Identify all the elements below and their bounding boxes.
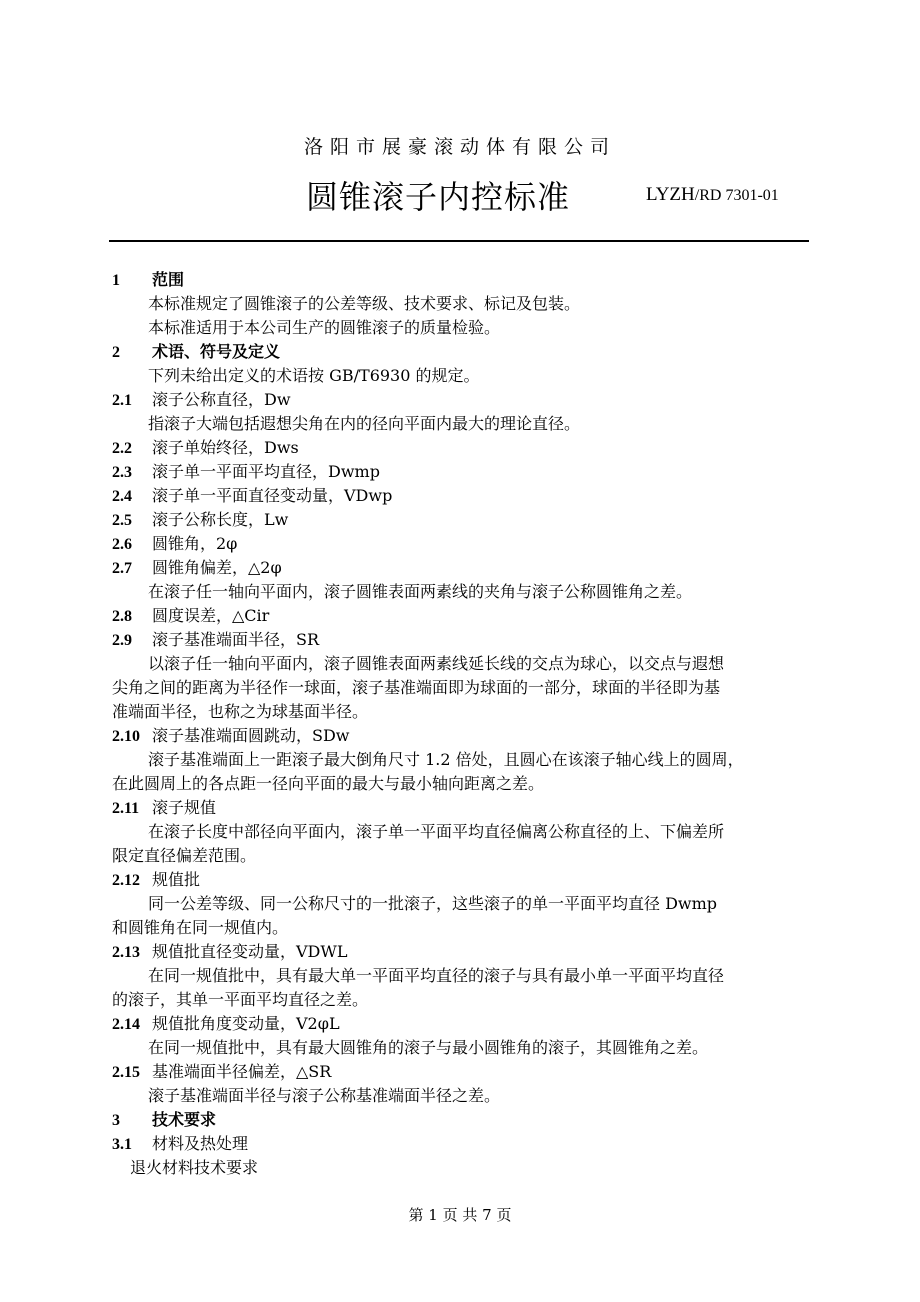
heading-text: 滚子单始终径，Dws bbox=[152, 438, 299, 457]
document-code-main: LYZH bbox=[646, 184, 695, 205]
document-code-suffix: /RD 7301-01 bbox=[694, 187, 779, 204]
heading-number: 3 bbox=[112, 1112, 120, 1129]
subsection-heading bbox=[112, 460, 812, 484]
subsection-heading bbox=[112, 532, 812, 556]
section-heading bbox=[112, 1108, 812, 1132]
subsection-heading bbox=[112, 1012, 812, 1036]
heading-text: 规值批直径变动量，VDWL bbox=[152, 942, 348, 961]
heading-text: 滚子单一平面直径变动量，VDwp bbox=[152, 486, 393, 505]
title-row bbox=[0, 172, 920, 218]
paragraph-line: 在滚子任一轴向平面内，滚子圆锥表面两素线的夹角与滚子公称圆锥角之差。 bbox=[148, 582, 693, 601]
paragraph-line: 的滚子，其单一平面平均直径之差。 bbox=[112, 990, 369, 1009]
paragraph-line: 滚子基准端面半径与滚子公称基准端面半径之差。 bbox=[148, 1086, 501, 1105]
document-code bbox=[646, 184, 779, 206]
paragraph-line: 下列未给出定义的术语按 GB/T6930 的规定。 bbox=[148, 366, 480, 385]
paragraph-line: 在此圆周上的各点距一径向平面的最大与最小轴向距离之差。 bbox=[112, 774, 545, 793]
paragraph-line: 滚子基准端面上一距滚子最大倒角尺寸 1.2 倍处，且圆心在该滚子轴心线上的圆周， bbox=[148, 750, 744, 769]
heading-number: 2.2 bbox=[112, 440, 132, 457]
heading-text: 圆度误差，△Cir bbox=[152, 606, 270, 625]
heading-text: 滚子规值 bbox=[152, 798, 217, 817]
heading-number: 3.1 bbox=[112, 1136, 132, 1153]
subsection-heading bbox=[112, 628, 812, 652]
paragraph-line: 本标准规定了圆锥滚子的公差等级、技术要求、标记及包装。 bbox=[148, 294, 581, 313]
paragraph-line: 本标准适用于本公司生产的圆锥滚子的质量检验。 bbox=[148, 318, 501, 337]
heading-number: 2.4 bbox=[112, 488, 132, 505]
subsection-heading bbox=[112, 604, 812, 628]
heading-number: 2 bbox=[112, 344, 120, 361]
subsection-heading bbox=[112, 484, 812, 508]
heading-number: 2.13 bbox=[112, 944, 140, 961]
heading-number: 2.6 bbox=[112, 536, 132, 553]
paragraph-line: 在同一规值批中，具有最大单一平面平均直径的滚子与具有最小单一平面平均直径 bbox=[148, 966, 725, 985]
subsection-heading bbox=[112, 388, 812, 412]
heading-number: 2.1 bbox=[112, 392, 132, 409]
section-heading bbox=[112, 340, 812, 364]
header-rule bbox=[109, 240, 809, 242]
paragraph-line: 限定直径偏差范围。 bbox=[112, 846, 257, 865]
heading-number: 2.15 bbox=[112, 1064, 140, 1081]
heading-number: 2.3 bbox=[112, 464, 132, 481]
heading-text: 滚子公称长度，Lw bbox=[152, 510, 289, 529]
subsection-heading bbox=[112, 940, 812, 964]
heading-text: 基准端面半径偏差，△SR bbox=[152, 1062, 332, 1081]
heading-text: 圆锥角，2φ bbox=[152, 534, 238, 553]
heading-number: 2.12 bbox=[112, 872, 140, 889]
heading-number: 2.11 bbox=[112, 800, 140, 817]
heading-number: 2.9 bbox=[112, 632, 132, 649]
subsection-heading bbox=[112, 796, 812, 820]
paragraph-line: 在同一规值批中，具有最大圆锥角的滚子与最小圆锥角的滚子，其圆锥角之差。 bbox=[148, 1038, 709, 1057]
subsection-heading bbox=[112, 436, 812, 460]
subsection-heading bbox=[112, 724, 812, 748]
heading-text: 滚子基准端面半径，SR bbox=[152, 630, 320, 649]
heading-text: 技术要求 bbox=[152, 1110, 217, 1129]
subsection-heading bbox=[112, 1132, 812, 1156]
heading-text: 滚子基准端面圆跳动，SDw bbox=[152, 726, 350, 745]
heading-text: 圆锥角偏差，△2φ bbox=[152, 558, 282, 577]
heading-text: 滚子公称直径，Dw bbox=[152, 390, 291, 409]
paragraph-line: 以滚子任一轴向平面内，滚子圆锥表面两素线延长线的交点为球心，以交点与遐想 bbox=[148, 654, 725, 673]
paragraph-line: 指滚子大端包括遐想尖角在内的径向平面内最大的理论直径。 bbox=[148, 414, 581, 433]
subsection-heading bbox=[112, 1060, 812, 1084]
heading-text: 范围 bbox=[152, 270, 185, 289]
heading-number: 2.10 bbox=[112, 728, 140, 745]
subsection-heading bbox=[112, 556, 812, 580]
heading-number: 2.8 bbox=[112, 608, 132, 625]
page-footer: 第 1 页 共 7 页 bbox=[408, 1206, 512, 1224]
heading-text: 规值批角度变动量，V2φL bbox=[152, 1014, 340, 1033]
company-name: 洛阳市展豪滚动体有限公司 bbox=[303, 136, 616, 158]
heading-text: 滚子单一平面平均直径，Dwmp bbox=[152, 462, 380, 481]
document-body bbox=[112, 268, 812, 1180]
heading-number: 2.7 bbox=[112, 560, 132, 577]
paragraph-line: 准端面半径，也称之为球基面半径。 bbox=[112, 702, 369, 721]
paragraph-line: 在滚子长度中部径向平面内，滚子单一平面平均直径偏离公称直径的上、下偏差所 bbox=[148, 822, 725, 841]
subsection-heading bbox=[112, 508, 812, 532]
heading-text: 规值批 bbox=[152, 870, 201, 889]
heading-number: 2.14 bbox=[112, 1016, 140, 1033]
paragraph-line: 退火材料技术要求 bbox=[130, 1158, 259, 1177]
document-title: 圆锥滚子内控标准 bbox=[306, 178, 571, 216]
paragraph-line: 和圆锥角在同一规值内。 bbox=[112, 918, 289, 937]
paragraph-line: 尖角之间的距离为半径作一球面，滚子基准端面即为球面的一部分，球面的半径即为基 bbox=[112, 678, 721, 697]
heading-text: 材料及热处理 bbox=[152, 1134, 249, 1153]
heading-text: 术语、符号及定义 bbox=[152, 342, 281, 361]
heading-number: 1 bbox=[112, 272, 120, 289]
paragraph-line: 同一公差等级、同一公称尺寸的一批滚子，这些滚子的单一平面平均直径 Dwmp bbox=[148, 894, 718, 913]
subsection-heading bbox=[112, 868, 812, 892]
section-heading bbox=[112, 268, 812, 292]
heading-number: 2.5 bbox=[112, 512, 132, 529]
